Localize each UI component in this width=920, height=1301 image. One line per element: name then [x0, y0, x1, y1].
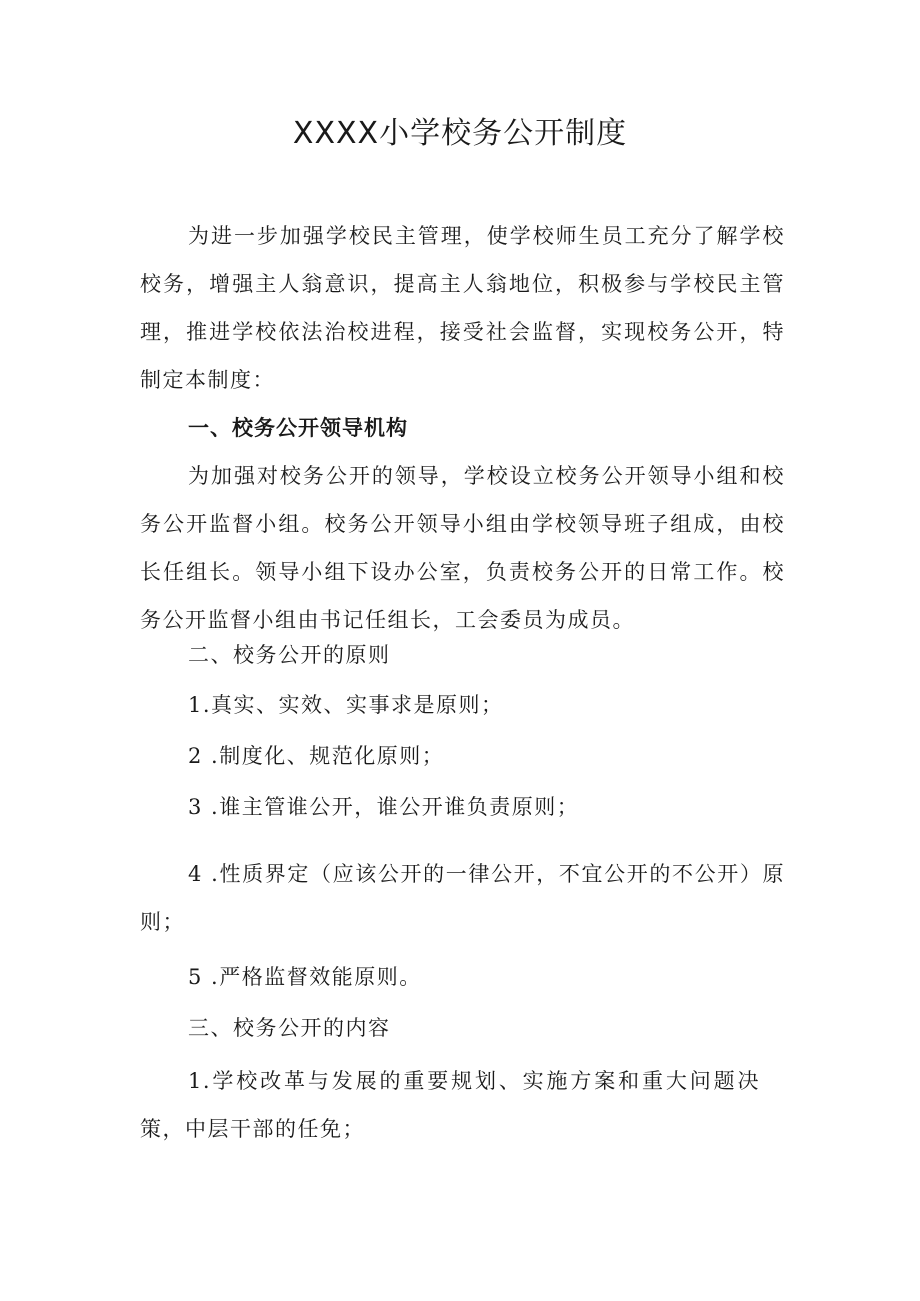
section-2-item-1: 1.真实、实效、实事求是原则； [188, 693, 504, 717]
document-title: XXXX小学校务公开制度 [292, 116, 628, 151]
section-3-item-1: 1.学校改革与发展的重要规划、实施方案和重大问题决策，中层干部的任免； [140, 1069, 760, 1141]
section-3-heading: 三、校务公开的内容 [188, 1016, 391, 1040]
intro-paragraph: 为进一步加强学校民主管理，使学校师生员工充分了解学校校务，增强主人翁意识，提高主人翁地位，积极参与学校民主管理，推进学校依法治校进程，接受社会监督，实现校务公开，特制定本制度： [140, 224, 785, 392]
section-2-heading: 二、校务公开的原则 [188, 643, 391, 667]
section-2-item-3: 3 .谁主管谁公开，谁公开谁负责原则； [188, 795, 580, 819]
section-2-item-4: 4 .性质界定（应该公开的一律公开，不宜公开的不公开）原则； [140, 862, 785, 934]
section-1-heading: 一、校务公开领导机构 [188, 416, 408, 440]
section-2-item-2: 2 .制度化、规范化原则； [188, 744, 445, 768]
section-2-item-5: 5 .严格监督效能原则。 [188, 965, 422, 989]
section-1-body: 为加强对校务公开的领导，学校设立校务公开领导小组和校务公开监督小组。校务公开领导小组由学校领导班子组成，由校长任组长。领导小组下设办公室，负责校务公开的日常工作。校务公开监督小组由书记任组长，工会委员为成员。 [140, 464, 785, 632]
